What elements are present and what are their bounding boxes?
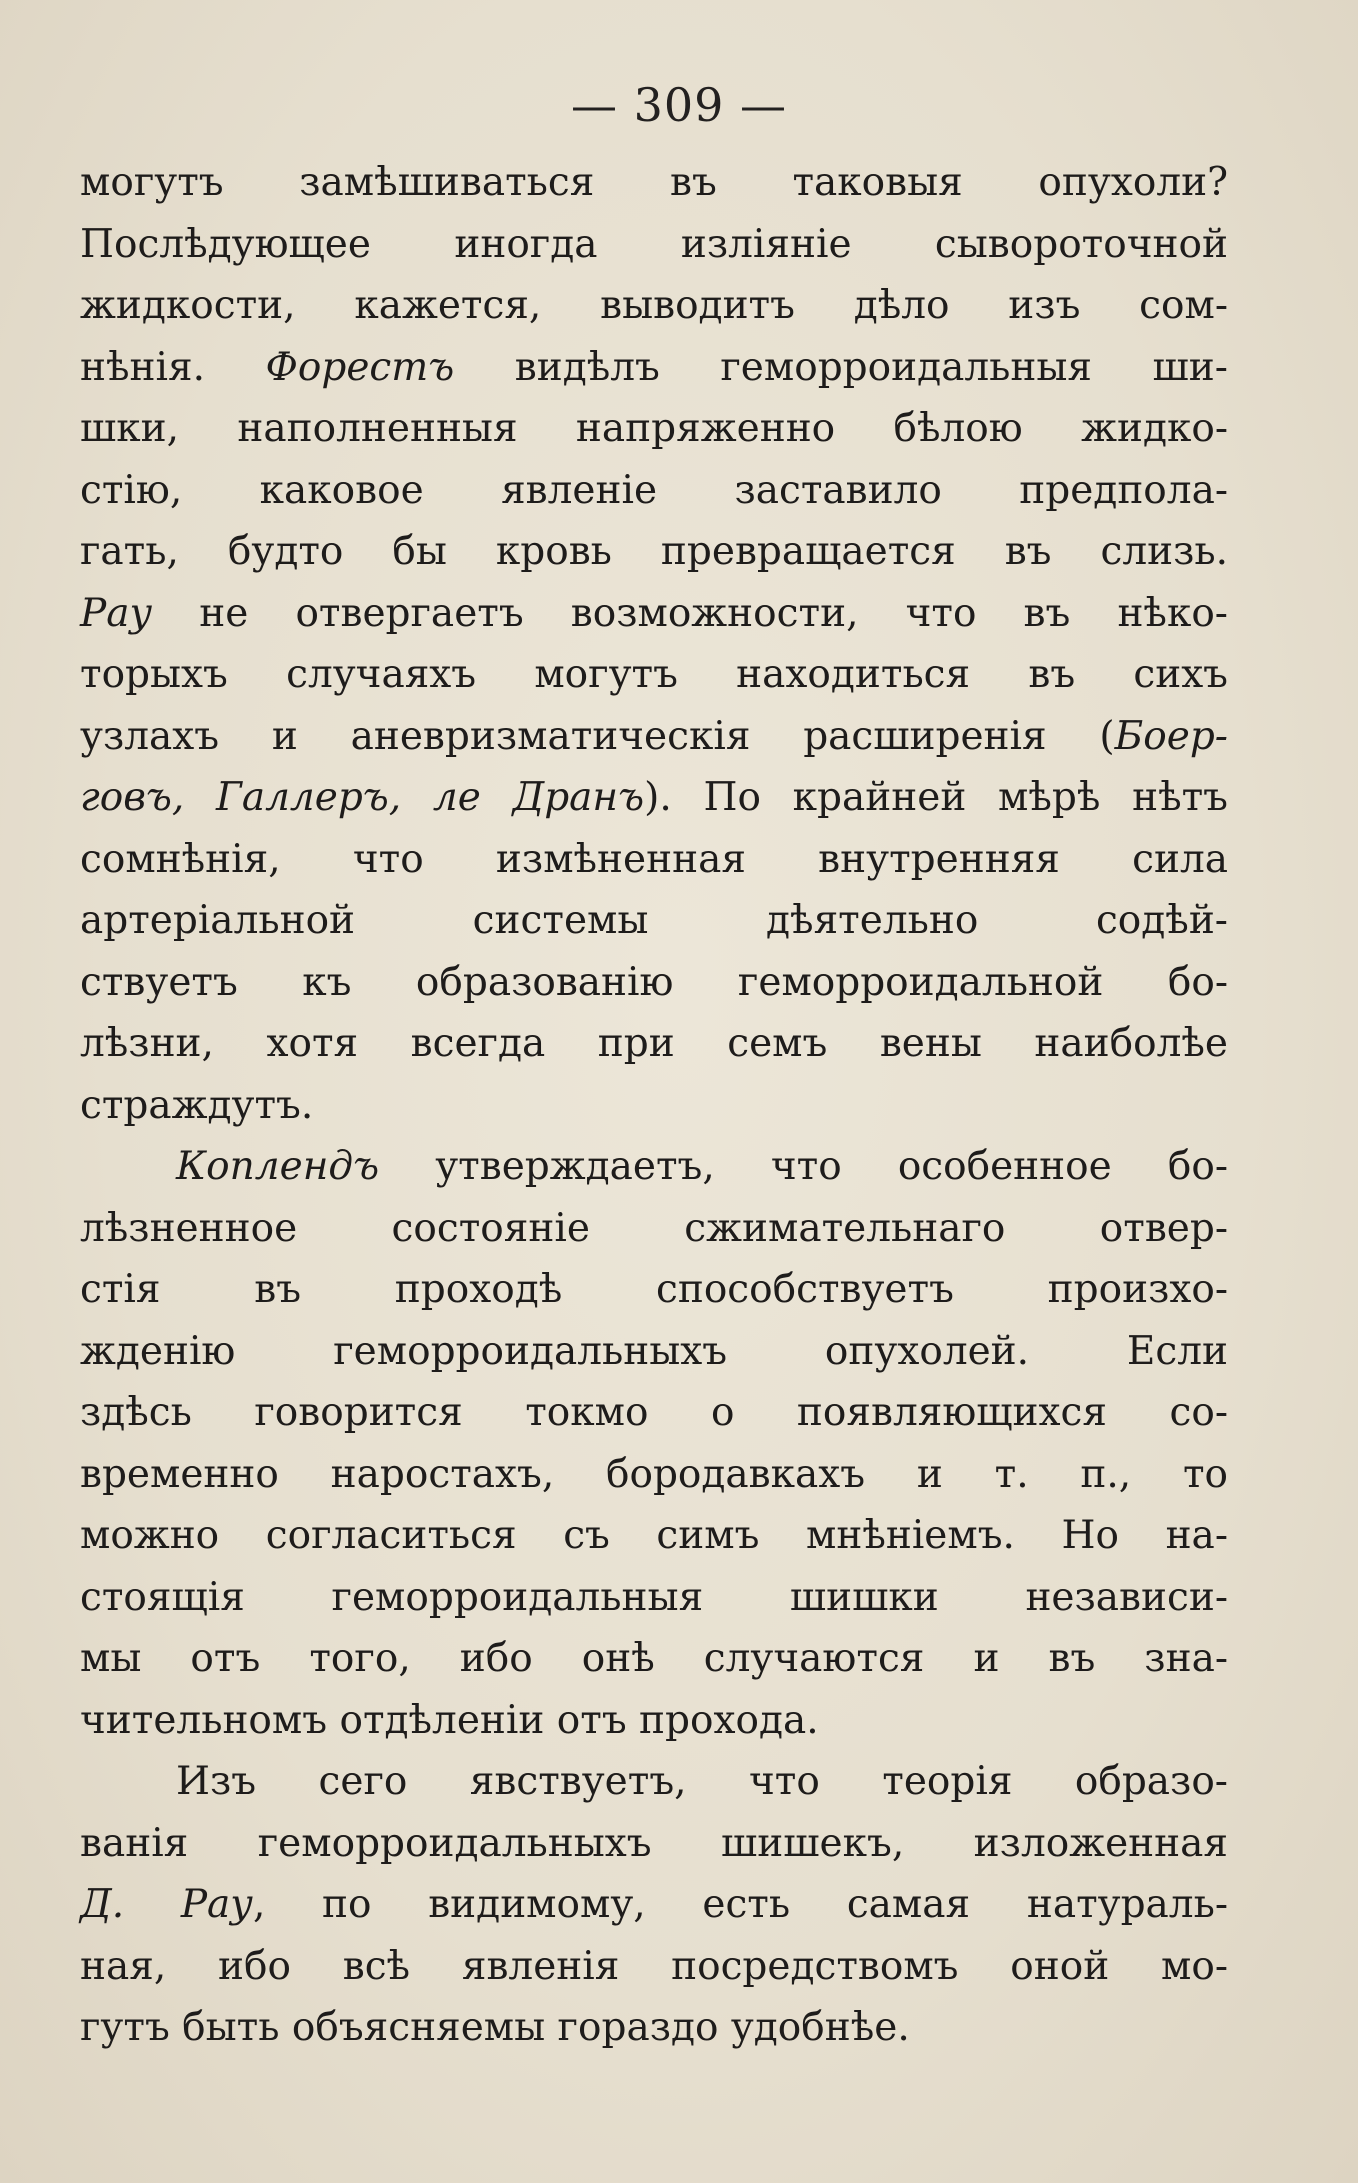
italic-name-segment: Боер- (1114, 713, 1228, 759)
text-line (80, 583, 1228, 645)
text-line (80, 1013, 1228, 1075)
text-segment: гать, будто бы кровь превращается въ слизь. (80, 529, 1228, 574)
text-segment: ная, ибо всѣ явленія посредствомъ оной мо- (80, 1943, 1228, 1989)
text-segment: могутъ замѣшиваться въ таковыя опухоли? (80, 160, 1228, 205)
text-segment: можно согласиться съ симъ мнѣніемъ. Но на- (80, 1513, 1228, 1558)
text-segment: ванія геморроидальныхъ шишекъ, изложенная (80, 1820, 1228, 1866)
text-segment: мы отъ того, ибо онѣ случаются и въ зна- (80, 1636, 1228, 1681)
text-line (80, 767, 1228, 829)
text-segment: артеріальной системы дѣятельно содѣй- (80, 898, 1228, 943)
text-line (80, 275, 1228, 337)
text-segment: лѣзненное состояніе сжимательнаго отвер- (80, 1205, 1228, 1251)
text-segment: здѣсь говорится токмо о появляющихся со- (80, 1390, 1228, 1435)
italic-name-segment: говъ, Галлеръ, ле Дранъ (80, 775, 645, 820)
text-line (80, 644, 1228, 706)
text-segment: ). По крайней мѣрѣ нѣтъ (644, 775, 1228, 820)
text-line (80, 952, 1228, 1014)
text-line (80, 1751, 1228, 1813)
text-segment: нѣнія. (80, 344, 266, 390)
text-line (80, 337, 1228, 399)
text-segment: сомнѣнія, что измѣненная внутренняя сила (80, 836, 1228, 882)
text-line (80, 890, 1228, 952)
text-line (80, 1628, 1228, 1690)
italic-name-segment: Форестъ (265, 344, 455, 390)
text-line (80, 1505, 1228, 1567)
text-line (80, 214, 1228, 276)
italic-name-segment: Д. Рау (80, 1882, 253, 1927)
text-line (80, 1321, 1228, 1383)
text-segment: не отвергаетъ возможности, что въ нѣко- (152, 590, 1228, 636)
page-number: — 309 — (570, 78, 788, 132)
text-line (80, 1874, 1228, 1936)
text-line (80, 1259, 1228, 1321)
text-segment: лѣзни, хотя всегда при семъ вены наиболѣе (80, 1021, 1228, 1066)
text-segment: , по видимому, есть самая натураль- (252, 1882, 1228, 1927)
text-line (80, 1444, 1228, 1506)
text-line (80, 1198, 1228, 1260)
text-line (80, 1136, 1228, 1198)
text-line (80, 1997, 1228, 2059)
text-segment: шки, наполненныя напряженно бѣлою жидко- (80, 406, 1228, 451)
text-line (80, 706, 1228, 768)
text-line (80, 398, 1228, 460)
text-segment: Изъ сего явствуетъ, что теорія образо- (176, 1759, 1228, 1804)
text-segment: Послѣдующее иногда изліяніе сывороточной (80, 221, 1228, 267)
text-line (80, 460, 1228, 522)
text-line (80, 1690, 1228, 1752)
text-segment: жидкости, кажется, выводитъ дѣло изъ сом- (80, 283, 1228, 328)
body-text (80, 152, 1228, 2059)
text-segment: жденію геморроидальныхъ опухолей. Если (80, 1328, 1228, 1374)
text-segment: видѣлъ геморроидальныя ши- (454, 344, 1228, 390)
text-segment: торыхъ случаяхъ могутъ находиться въ сихъ (80, 652, 1228, 697)
text-segment: гутъ быть объясняемы гораздо удобнѣе. (80, 2005, 910, 2050)
text-segment: узлахъ и аневризматическія расширенія ( (80, 713, 1115, 759)
text-line (80, 1567, 1228, 1629)
text-line (80, 1936, 1228, 1998)
text-line (80, 521, 1228, 583)
text-line (80, 1075, 1228, 1137)
text-segment: стоящія геморроидальныя шишки независи- (80, 1574, 1228, 1620)
text-segment: чительномъ отдѣленіи отъ прохода. (80, 1697, 819, 1743)
text-segment: ствуетъ къ образованію геморроидальной бо- (80, 959, 1228, 1005)
text-segment: стія въ проходѣ способствуетъ произхо- (80, 1267, 1228, 1312)
text-segment: временно наростахъ, бородавкахъ и т. п., то (80, 1451, 1228, 1497)
text-line (80, 1813, 1228, 1875)
text-line (80, 152, 1228, 214)
text-segment: страждутъ. (80, 1082, 314, 1128)
italic-name-segment: Рау (80, 590, 153, 636)
text-line (80, 829, 1228, 891)
text-segment: утверждаетъ, что особенное бо- (379, 1144, 1228, 1189)
text-segment: стію, каковое явленіе заставило предпола- (80, 467, 1228, 513)
text-line (80, 1382, 1228, 1444)
italic-name-segment: Коплендъ (176, 1144, 380, 1189)
